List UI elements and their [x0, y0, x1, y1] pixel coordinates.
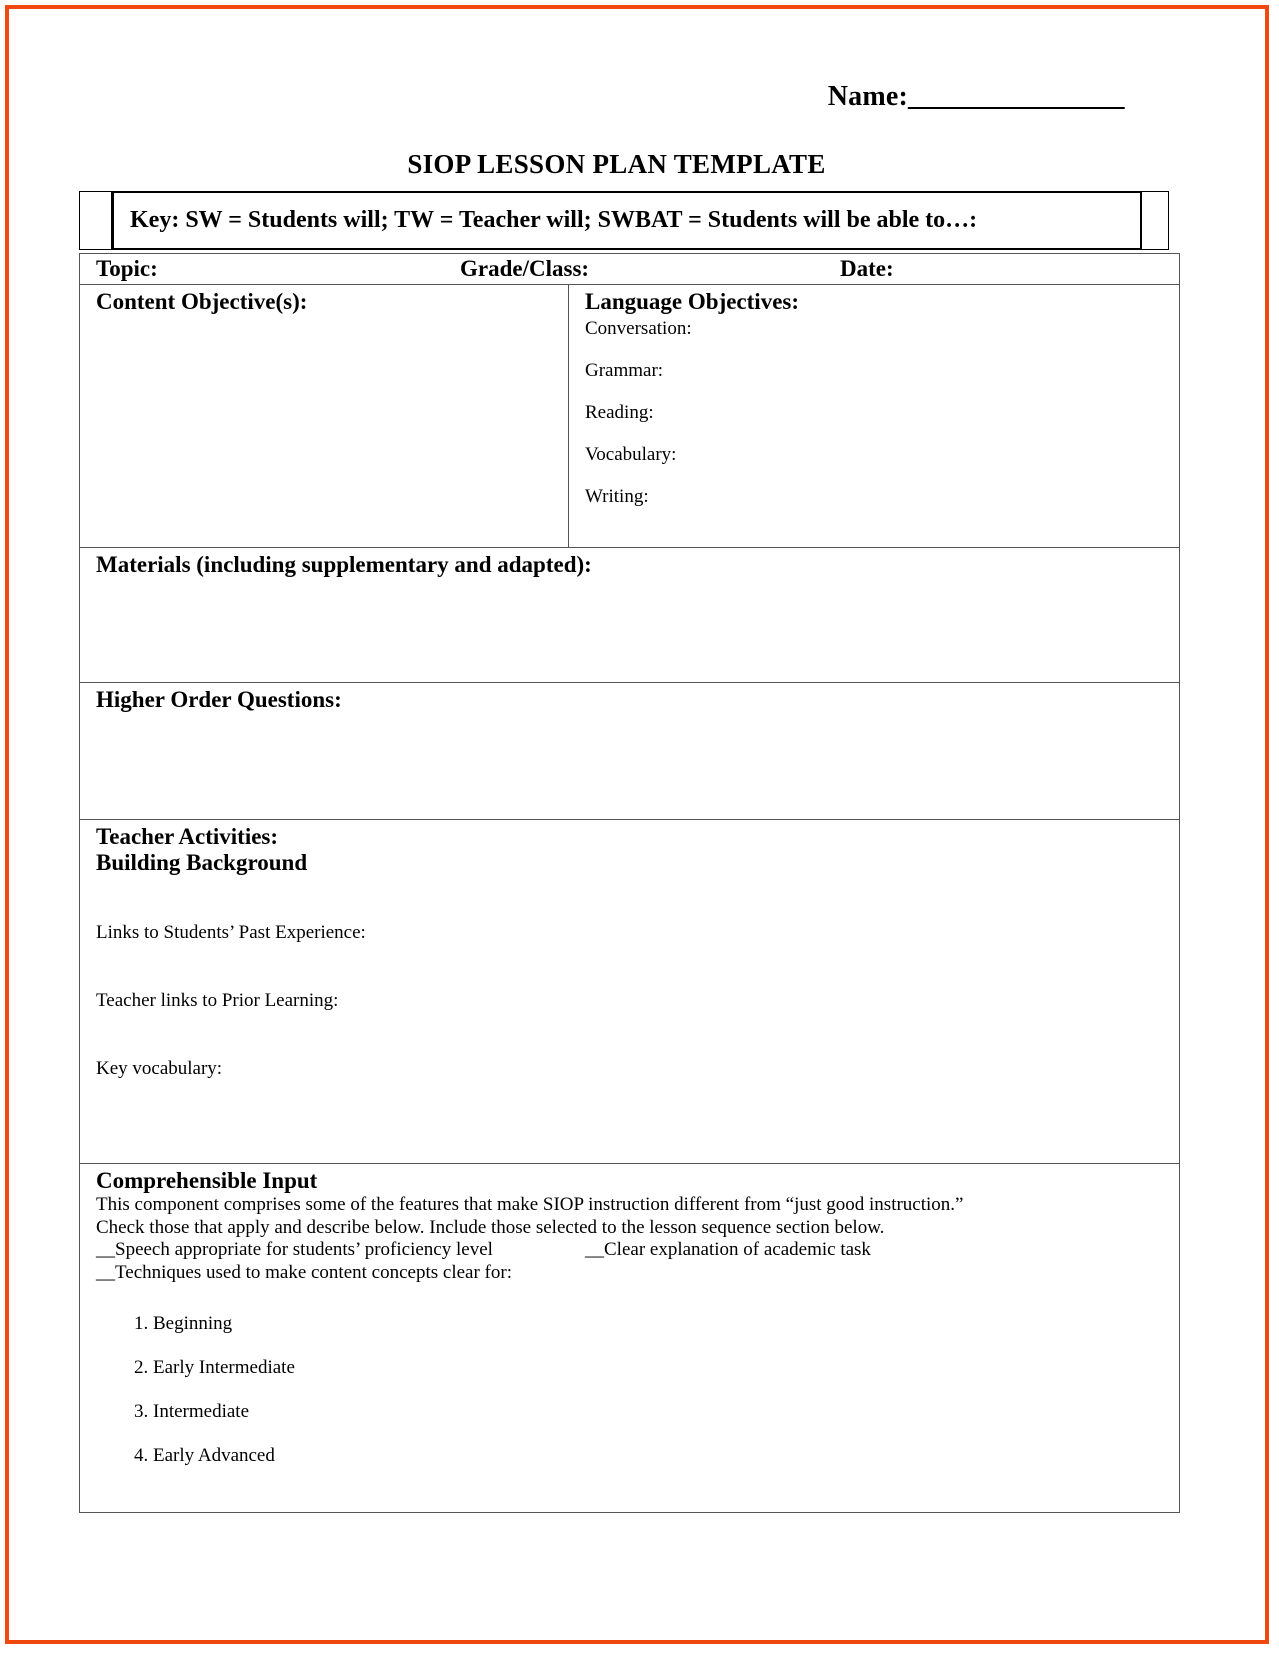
materials-heading: Materials (including supplementary and adapted):: [96, 552, 592, 577]
language-objective-grammar: Grammar:: [585, 359, 664, 381]
topic-grade-date-inner: [80, 254, 1179, 284]
teacher-links-prior-learning-label: Teacher links to Prior Learning:: [96, 989, 339, 1011]
table-row-topic: [80, 254, 1180, 285]
key-row-left-stub-cell: [79, 191, 112, 250]
language-objectives-cell[interactable]: [569, 285, 1180, 548]
language-objective-writing: Writing:: [585, 485, 649, 507]
comprehensible-input-paragraph-line-2: Check those that apply and describe below. Include those selected to the lesson sequence section below.: [96, 1216, 885, 1238]
language-objective-conversation: Conversation:: [585, 317, 692, 339]
key-row-main-cell: [112, 191, 1142, 250]
proficiency-level-intermediate: 3. Intermediate: [134, 1400, 250, 1422]
content-objectives-cell[interactable]: [80, 285, 569, 548]
key-row: [79, 191, 1179, 251]
content-objectives-heading: Content Objective(s):: [96, 289, 308, 314]
comprehensible-input-heading: Comprehensible Input: [96, 1168, 318, 1193]
links-to-past-experience-label: Links to Students’ Past Experience:: [96, 921, 366, 943]
table-row-higher-order-questions: [80, 683, 1180, 820]
lesson-plan-table: [79, 253, 1180, 1513]
proficiency-levels-list: [96, 1313, 1179, 1467]
table-row-objectives: [80, 285, 1180, 548]
higher-order-questions-cell[interactable]: [80, 683, 1180, 820]
page-title: SIOP LESSON PLAN TEMPLATE: [407, 149, 826, 179]
grade-class-label: Grade/Class:: [460, 256, 590, 281]
content-objectives-inner: [80, 285, 568, 315]
name-blank-underscore: ________________: [908, 81, 1124, 112]
checkbox-clear-explanation[interactable]: __Clear explanation of academic task: [585, 1239, 871, 1261]
language-objective-vocabulary: Vocabulary:: [585, 443, 677, 465]
comprehensible-input-inner: [80, 1164, 1179, 1467]
topic-label: Topic:: [96, 256, 158, 281]
teacher-activities-inner: [80, 820, 1179, 1080]
name-field-line: [9, 81, 1124, 113]
checkbox-speech-appropriate[interactable]: __Speech appropriate for students’ proficiency level: [96, 1239, 493, 1261]
comprehensible-input-paragraph-line-1: This component comprises some of the features that make SIOP instruction different from “just good instruction.”: [96, 1194, 964, 1216]
materials-inner: [80, 548, 1179, 578]
document-sheet: [9, 9, 1265, 1640]
key-row-right-stub-cell: [1142, 191, 1169, 250]
higher-order-questions-heading: Higher Order Questions:: [96, 687, 342, 712]
teacher-activities-cell[interactable]: [80, 820, 1180, 1164]
key-row-text: Key: SW = Students will; TW = Teacher will; SWBAT = Students will be able to…:: [130, 207, 978, 233]
proficiency-level-early-advanced: 4. Early Advanced: [134, 1444, 275, 1466]
teacher-activities-heading: Teacher Activities:: [96, 824, 279, 849]
building-background-subheading: Building Background: [96, 849, 308, 875]
date-label: Date:: [840, 256, 894, 281]
table-row-materials: [80, 548, 1180, 683]
topic-grade-date-cell: [80, 254, 1180, 285]
table-row-comprehensible-input: [80, 1164, 1180, 1513]
higher-order-questions-inner: [80, 683, 1179, 713]
materials-cell[interactable]: [80, 548, 1180, 683]
comprehensible-input-cell[interactable]: [80, 1164, 1180, 1513]
language-objective-reading: Reading:: [585, 401, 654, 423]
language-objectives-heading: Language Objectives:: [585, 289, 800, 314]
table-row-teacher-activities: [80, 820, 1180, 1164]
key-vocabulary-label: Key vocabulary:: [96, 1057, 223, 1079]
proficiency-level-early-intermediate: 2. Early Intermediate: [134, 1356, 295, 1378]
proficiency-level-beginning: 1. Beginning: [134, 1312, 233, 1334]
name-label: Name:: [827, 81, 908, 112]
language-objectives-inner: [569, 285, 1179, 506]
checkbox-techniques-used[interactable]: __Techniques used to make content concepts clear for:: [96, 1262, 512, 1284]
comprehensible-input-checkbox-row: [96, 1239, 1179, 1262]
page-border-frame: [5, 5, 1269, 1644]
